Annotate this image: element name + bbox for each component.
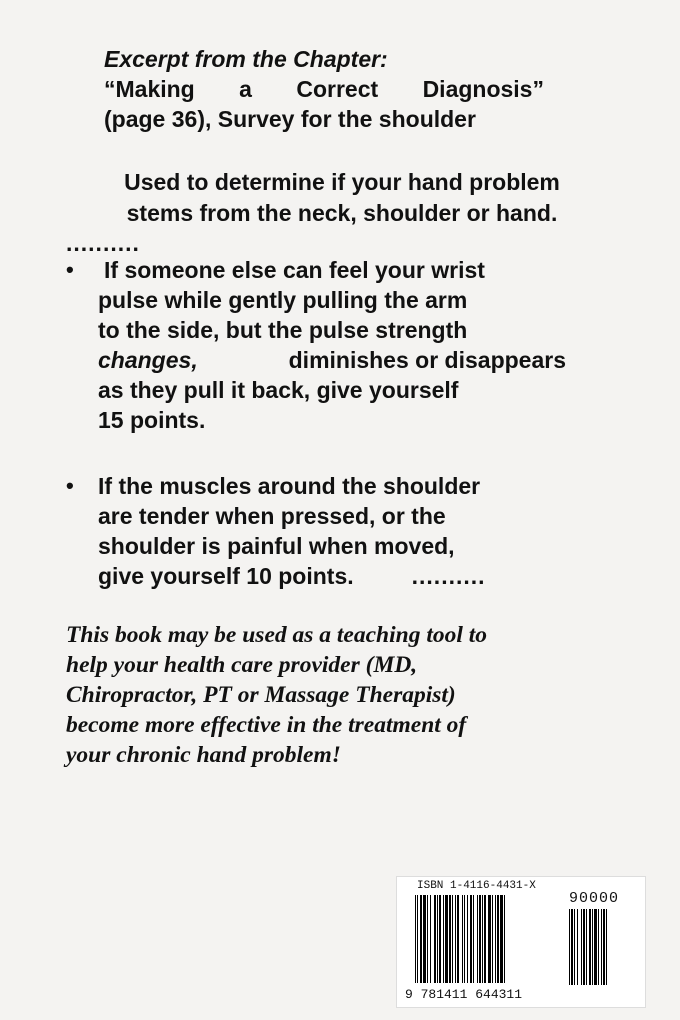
barcode-bar: [492, 895, 493, 983]
barcode-bar: [479, 895, 481, 983]
intro-line: stems from the neck, shoulder or hand.: [126, 200, 558, 226]
barcode-bar: [571, 909, 573, 985]
chapter-word: Diagnosis”: [422, 76, 544, 102]
barcode-bar: [497, 895, 499, 983]
excerpt-heading: [104, 44, 544, 134]
barcode-bar: [592, 909, 593, 985]
bullet-line: to the side, but the pulse strength: [98, 317, 468, 343]
barcode-bar: [569, 909, 570, 985]
excerpt-label: Excerpt from the Chapter:: [104, 46, 388, 72]
survey-bullet-item: [66, 471, 566, 591]
chapter-word: “Making: [104, 76, 195, 102]
barcode-bar: [415, 895, 416, 983]
barcode-bar: [452, 895, 453, 983]
teaching-tool-note: [66, 620, 560, 770]
barcode-bar: [603, 909, 605, 985]
note-line: This book may be used as a teaching tool to: [66, 622, 488, 648]
intro-line: Used to determine if your hand problem: [124, 169, 560, 195]
barcode-digits: 9 781411 644311: [405, 987, 523, 1002]
barcode-bar: [427, 895, 428, 983]
bullet-line-rest: diminishes or disappears: [288, 347, 566, 373]
bullet-line: pulse while gently pulling the arm: [98, 287, 468, 313]
addon-barcode-bars: [569, 909, 631, 985]
bullet-line: are tender when pressed, or the: [98, 503, 446, 529]
bullet-line: 15 points.: [98, 407, 206, 433]
bullet-dot-icon: •: [66, 473, 74, 498]
barcode-bar: [437, 895, 438, 983]
barcode-bar: [462, 895, 463, 983]
isbn-label: ISBN 1-4116-4431-X: [417, 880, 536, 892]
barcode-bar: [500, 895, 503, 983]
barcode-bar: [488, 895, 491, 983]
bullet-line: as they pull it back, give yourself: [98, 377, 459, 403]
barcode-bar: [484, 895, 486, 983]
emphasis-word: changes,: [98, 347, 198, 373]
barcode-bar: [477, 895, 478, 983]
barcode-bar: [598, 909, 599, 985]
chapter-word: a: [239, 76, 252, 102]
survey-bullet-item: [66, 255, 566, 435]
note-line: become more effective in the treatment of: [66, 712, 467, 738]
note-line: Chiropractor, PT or Massage Therapist): [66, 682, 456, 708]
barcode-bar: [439, 895, 441, 983]
barcode-bar: [423, 895, 426, 983]
chapter-title: [104, 74, 544, 104]
survey-intro: [82, 167, 602, 229]
bullet-line: give yourself 10 points.: [98, 563, 354, 589]
isbn-barcode: [396, 876, 646, 1008]
note-line: help your health care provider (MD,: [66, 652, 418, 678]
barcode-bar: [495, 895, 496, 983]
bullet-dot-icon: •: [66, 257, 74, 282]
barcode-bar: [482, 895, 483, 983]
barcode-bar: [443, 895, 444, 983]
barcode-bar: [457, 895, 459, 983]
barcode-bar: [467, 895, 468, 983]
barcode-bar: [589, 909, 591, 985]
barcode-bar: [606, 909, 607, 985]
ellipsis-dots: ..........: [66, 230, 140, 256]
note-line: your chronic hand problem!: [66, 742, 341, 768]
survey-bullet-list: [66, 255, 566, 591]
barcode-bar: [464, 895, 465, 983]
bullet-line-mixed: [98, 345, 566, 375]
barcode-bar: [473, 895, 474, 983]
barcode-bar: [470, 895, 472, 983]
price-code: 90000: [569, 890, 620, 907]
barcode-bar: [445, 895, 448, 983]
barcode-bar: [581, 909, 582, 985]
barcode-bar: [455, 895, 456, 983]
barcode-bar: [417, 895, 418, 983]
barcode-bar: [504, 895, 505, 983]
barcode-bar: [586, 909, 587, 985]
bullet-line: If someone else can feel your wrist: [104, 257, 485, 283]
ean-barcode-bars: [415, 895, 565, 985]
barcode-bar: [574, 909, 575, 985]
bullet-line-final: [98, 561, 566, 591]
barcode-bar: [583, 909, 585, 985]
chapter-word: Correct: [296, 76, 379, 102]
bullet-line: If the muscles around the shoulder: [98, 473, 481, 499]
barcode-bar: [434, 895, 436, 983]
chapter-page-line: (page 36), Survey for the shoulder: [104, 106, 476, 132]
ellipsis-dots: ..........: [411, 563, 486, 589]
barcode-bar: [420, 895, 422, 983]
barcode-bar: [449, 895, 451, 983]
barcode-bar: [577, 909, 578, 985]
bullet-line: shoulder is painful when moved,: [98, 533, 455, 559]
barcode-bar: [601, 909, 602, 985]
barcode-bar: [594, 909, 597, 985]
barcode-bar: [430, 895, 431, 983]
